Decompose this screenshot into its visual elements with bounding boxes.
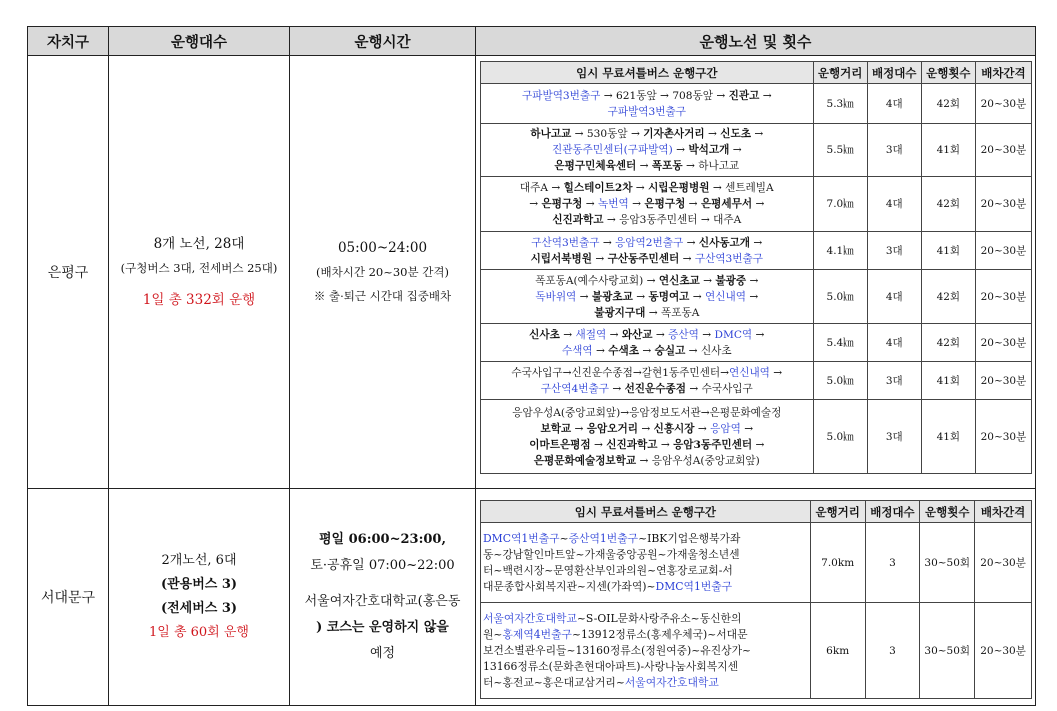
route-line [483, 158, 811, 174]
route-segment: → [603, 214, 620, 226]
route-segment: 신흥시장 [653, 422, 695, 435]
header-vehicles: 운행대수 [109, 27, 290, 56]
route-segment: → [752, 198, 765, 210]
route-trips: 42회 [921, 324, 975, 362]
route-segment: → [643, 274, 659, 287]
station-link-text: 증산역 [668, 328, 699, 341]
station-link-text: DMC역 [714, 328, 753, 341]
station-link-text: 녹번역 [598, 198, 629, 210]
station-link-text: 독바위역 [535, 290, 577, 303]
route-segment: → [745, 290, 759, 303]
route-segment: → [685, 382, 702, 395]
route-line [483, 531, 808, 547]
route-line [483, 579, 808, 595]
route-segment: → [699, 274, 716, 287]
inner-header-trips: 운행횟수 [921, 62, 975, 84]
route-segment: 응암3동주민센터 [673, 438, 753, 451]
route-line [483, 421, 811, 437]
route-segment: → [592, 344, 609, 357]
route-segment: 동~강남할인마트앞~가재울중앙공원~가재울청소년센 [483, 547, 740, 561]
route-trips: 41회 [921, 232, 975, 270]
route-segment: → [769, 366, 783, 379]
station-link-text: 새절역 [575, 328, 607, 341]
route-buses: 4대 [867, 177, 921, 232]
route-segment: → [709, 182, 726, 194]
eunpyeong-time-line1: 05:00~24:00 [337, 240, 428, 256]
header-region: 자치구 [28, 27, 109, 56]
seodaemun-summary [109, 489, 290, 706]
route-distance: 5.0㎞ [813, 270, 867, 324]
route-segment: → [750, 128, 764, 140]
route-buses: 3대 [867, 362, 921, 400]
inner-header-distance: 운행거리 [810, 501, 865, 523]
eunpyeong-time-line2: (배차시간 20~30분 간격) [316, 265, 449, 279]
route-segment: → [628, 198, 645, 210]
seodaemun-row [28, 489, 1036, 706]
route-segment: 불광지구대 [594, 306, 646, 319]
route-segment: 수색초 [608, 344, 639, 357]
route-segment: → [752, 438, 765, 451]
route-segment: 동명여고 [648, 290, 690, 303]
route-buses: 4대 [867, 84, 921, 124]
route-segment: → [627, 128, 644, 140]
route-segment: → [750, 236, 763, 249]
eunpyeong-summary [109, 56, 290, 489]
route-line [483, 547, 808, 563]
route-segment: 은평구민체육센터 [554, 160, 637, 172]
route-segment: → [645, 306, 662, 319]
route-segment: → [740, 422, 754, 435]
station-link-text: DMC역1번출구 [483, 531, 560, 545]
route-segment: → [608, 382, 625, 395]
route-line [483, 212, 811, 228]
station-link-text: 응암역 [710, 422, 741, 435]
route-segment: 은평구청 [541, 198, 583, 210]
seodaemun-summary-total: 1일 총 60회 운행 [148, 625, 249, 640]
route-segment: → [657, 438, 674, 451]
route-segment: ~S-OIL문화사랑주유소~동신한의 [576, 611, 742, 625]
route-distance: 5.4㎞ [813, 324, 867, 362]
route-path [481, 177, 814, 232]
route-segment: ~13912정류소(홍제우체국)~서대문 [571, 627, 748, 641]
route-segment: → [591, 252, 608, 265]
route-row [481, 400, 1032, 474]
route-interval: 20~30분 [975, 177, 1031, 232]
station-link-text: 서울여자간호대학교 [624, 675, 719, 689]
route-segment: 621동앞 [616, 89, 657, 102]
route-segment: 응암3동주민센터 [619, 214, 698, 226]
route-line [483, 453, 811, 469]
route-segment: → [559, 328, 576, 341]
route-segment: 기자촌사거리 [643, 128, 705, 140]
seodaemun-inner-header [481, 501, 1032, 523]
route-line [483, 289, 811, 305]
region-eunpyeong: 은평구 [28, 56, 109, 489]
route-segment: 힐스테이트2차 [563, 182, 633, 194]
route-row [481, 84, 1032, 124]
route-segment: → [590, 438, 607, 451]
eunpyeong-routes [476, 56, 1036, 489]
route-line [483, 437, 811, 453]
route-segment: 708동앞 [672, 89, 713, 102]
route-segment: 선진운수종점 [624, 382, 686, 395]
inner-header-interval: 배차간격 [975, 62, 1031, 84]
route-distance: 5.0㎞ [813, 362, 867, 400]
route-line [483, 563, 808, 579]
route-interval: 20~30분 [975, 400, 1031, 474]
seodaemun-time [290, 489, 476, 706]
route-segment: 터~홍전교~홍은대교삼거리~ [483, 675, 625, 689]
station-link-text: 수색역 [561, 344, 593, 357]
route-segment: 13166정류소(문화촌현대아파트)-사랑나눔사회복지센 [483, 659, 739, 673]
route-segment: → [752, 328, 765, 341]
route-distance: 5.5㎞ [813, 124, 867, 177]
route-segment: 숭실고 [654, 344, 686, 357]
station-link-text: 구파발역3번출구 [522, 89, 601, 102]
route-segment: 폭포동 [651, 160, 683, 172]
inner-header-buses: 배정대수 [865, 501, 920, 523]
route-segment: → [606, 328, 622, 341]
route-line [483, 343, 811, 359]
route-segment: → [689, 290, 706, 303]
route-line [483, 327, 811, 343]
station-link-text: 증산역1번출구 [568, 531, 639, 545]
route-buses: 4대 [867, 324, 921, 362]
inner-header-section: 임시 무료셔틀버스 운행구간 [481, 62, 814, 84]
route-segment: 하나고교 [698, 160, 740, 172]
route-segment: 신사동고개 [698, 236, 751, 249]
route-segment: 신진과학고 [606, 438, 658, 451]
seodaemun-route-table [480, 500, 1032, 699]
route-buses: 3대 [867, 232, 921, 270]
route-distance: 7.0km [810, 523, 865, 603]
route-segment: 하나고교 [530, 128, 572, 140]
route-segment: 연신초교 [658, 274, 700, 287]
route-segment: → [704, 128, 721, 140]
station-link-text: 연신내역 [728, 366, 770, 379]
route-segment: ~IBK기업은행북가좌 [638, 531, 741, 545]
route-interval: 20~30분 [975, 362, 1031, 400]
inner-header-section: 임시 무료셔틀버스 운행구간 [481, 501, 811, 523]
station-link-text: 홍제역4번출구 [502, 627, 572, 641]
route-segment: → [672, 144, 689, 156]
station-link-text: 진관동주민센터(구파발역) [551, 144, 673, 156]
route-segment: → [599, 236, 616, 249]
route-trips: 41회 [921, 400, 975, 474]
route-row [481, 177, 1032, 232]
route-segment: 은평문화예술정보학교 [533, 454, 637, 467]
route-segment: 대주A [519, 182, 549, 194]
route-path [481, 400, 814, 474]
route-segment: 폭포동A(예수사랑교회) [535, 274, 644, 287]
route-segment: → [636, 454, 652, 467]
route-segment: → [698, 328, 715, 341]
route-segment: → [571, 128, 587, 140]
station-link-text: 구산역3번출구 [531, 236, 600, 249]
route-line [483, 381, 811, 397]
route-interval: 20~30분 [975, 232, 1031, 270]
route-segment: 대문종합사회복지관~지센(가좌역)~ [483, 579, 656, 593]
route-segment: → [600, 89, 616, 102]
route-segment: → [656, 89, 673, 102]
header-routes: 운행노선 및 횟수 [476, 27, 1036, 56]
route-interval: 20~30분 [975, 124, 1031, 177]
route-line [483, 273, 811, 289]
station-link-text: DMC역1번출구 [655, 579, 733, 593]
route-interval: 20~30분 [975, 523, 1032, 603]
inner-header-distance: 운행거리 [813, 62, 867, 84]
route-line [483, 675, 808, 691]
route-segment: → [632, 182, 649, 194]
route-segment: 불광중 [715, 274, 747, 287]
route-segment: → [713, 89, 729, 102]
seodaemun-summary-line3: (전세버스 3) [160, 601, 238, 616]
route-segment: → [729, 144, 742, 156]
route-segment: 보건소별관우리들~13160정류소(정원여중)~유진상가~ [483, 643, 752, 657]
route-segment: → [694, 422, 711, 435]
route-line [483, 305, 811, 321]
route-interval: 20~30분 [975, 603, 1032, 699]
route-buses: 3 [865, 523, 920, 603]
route-segment: → [759, 89, 772, 102]
route-segment: 구산동주민센터 [607, 252, 680, 265]
seodaemun-time-weekend: 토·공휴일 07:00~22:00 [310, 558, 455, 573]
route-interval: 20~30분 [975, 324, 1031, 362]
route-path [481, 124, 814, 177]
route-trips: 42회 [921, 84, 975, 124]
route-trips: 42회 [921, 177, 975, 232]
route-segment: 진관고 [728, 89, 760, 102]
route-distance: 4.1㎞ [813, 232, 867, 270]
route-line [483, 611, 808, 627]
route-segment: 수국사입구→신진운수종점→갈현1동주민센터→ [511, 366, 729, 379]
route-segment: 불광초교 [591, 290, 633, 303]
route-interval: 20~30분 [975, 270, 1031, 324]
route-path [481, 603, 811, 699]
seodaemun-note-line1: 서울여자간호대학교(홍은동 [304, 594, 461, 609]
route-trips: 30~50회 [920, 603, 975, 699]
route-interval: 20~30분 [975, 84, 1031, 124]
eunpyeong-inner-header [481, 62, 1032, 84]
route-segment: → [636, 160, 652, 172]
route-path [481, 270, 814, 324]
route-line [483, 104, 811, 120]
eunpyeong-row [28, 56, 1036, 489]
route-segment: 신도초 [720, 128, 751, 140]
route-trips: 42회 [921, 270, 975, 324]
route-segment: → [529, 198, 542, 210]
route-buses: 3 [865, 603, 920, 699]
route-segment: → [697, 214, 714, 226]
station-link-text: 연신내역 [705, 290, 746, 303]
eunpyeong-summary-line2: (구청버스 3대, 전세버스 25대) [120, 261, 278, 275]
route-segment: 응암오거리 [586, 422, 638, 435]
shuttle-table [27, 26, 1036, 706]
route-line [483, 180, 811, 196]
route-line [483, 142, 811, 158]
inner-header-trips: 운행횟수 [920, 501, 975, 523]
route-segment: 보학교 [540, 422, 572, 435]
inner-header-interval: 배차간격 [975, 501, 1032, 523]
route-segment: 폭포동A [661, 306, 700, 319]
route-segment: 와산교 [621, 328, 653, 341]
seodaemun-time-weekday: 평일 06:00~23:00, [318, 532, 447, 547]
route-segment: ~ [559, 531, 569, 545]
route-segment: 시립서북병원 [530, 252, 592, 265]
route-buses: 4대 [867, 270, 921, 324]
route-segment: 터~백련시장~문영환산부인과의원~연홍장로교회-서 [483, 563, 733, 577]
route-segment: 박석고개 [688, 144, 730, 156]
route-segment: 시립은평병원 [648, 182, 710, 194]
route-segment: → [652, 328, 669, 341]
route-segment: → [637, 422, 654, 435]
route-segment: 응암우성A(중앙교회앞)→응암정보도서관→은평문화예술정 [512, 406, 782, 419]
header-row [28, 27, 1036, 56]
route-segment: → [746, 274, 759, 287]
route-path [481, 232, 814, 270]
station-link-text: 구산역3번출구 [694, 252, 764, 265]
route-segment: → [683, 236, 699, 249]
route-segment: → [638, 344, 655, 357]
station-link-text: 구산역4번출구 [540, 382, 609, 395]
route-segment: → [632, 290, 649, 303]
route-path [481, 324, 814, 362]
route-line [483, 659, 808, 675]
route-distance: 5.3㎞ [813, 84, 867, 124]
route-segment: → [682, 160, 699, 172]
route-path [481, 523, 811, 603]
route-segment: 신진과학고 [552, 214, 604, 226]
route-segment: 원~ [483, 627, 503, 641]
route-trips: 41회 [921, 124, 975, 177]
route-line [483, 126, 811, 142]
route-segment: 신사초 [700, 344, 732, 357]
route-line [483, 365, 811, 381]
route-segment: 신사초 [529, 328, 560, 341]
route-segment: 530동앞 [586, 128, 628, 140]
route-segment: 수국사입구 [701, 382, 753, 395]
route-segment: → [548, 182, 564, 194]
route-line [483, 251, 811, 267]
route-path [481, 362, 814, 400]
eunpyeong-time-line3: ※ 출·퇴근 시간대 집중배차 [313, 289, 452, 303]
seodaemun-routes [476, 489, 1036, 706]
route-row [481, 270, 1032, 324]
route-line [483, 643, 808, 659]
route-segment: 이마트은평점 [529, 438, 591, 451]
route-distance: 5.0㎞ [813, 400, 867, 474]
eunpyeong-time [290, 56, 476, 489]
seodaemun-summary-line1: 2개노선, 6대 [161, 553, 237, 568]
route-segment: 은평세무서 [700, 198, 753, 210]
route-line [483, 405, 811, 421]
eunpyeong-summary-total: 1일 총 332회 운행 [142, 292, 256, 308]
route-row [481, 232, 1032, 270]
route-row [481, 362, 1032, 400]
route-path [481, 84, 814, 124]
route-distance: 6km [810, 603, 865, 699]
route-row [481, 603, 1032, 699]
route-segment: 응암우성A(중앙교회앞) [651, 454, 760, 467]
route-line [483, 235, 811, 251]
route-segment: → [576, 290, 592, 303]
route-segment: 센트레빌A [725, 182, 774, 194]
route-buses: 3대 [867, 400, 921, 474]
eunpyeong-route-table [480, 61, 1032, 474]
route-segment: 대주A [713, 214, 742, 226]
station-link-text: 서울여자간호대학교 [483, 611, 577, 625]
route-segment: → [685, 344, 701, 357]
route-distance: 7.0㎞ [813, 177, 867, 232]
route-trips: 41회 [921, 362, 975, 400]
route-buses: 3대 [867, 124, 921, 177]
route-segment: 은평구청 [644, 198, 686, 210]
seodaemun-note-line2: ) 코스는 운영하지 않을 [316, 620, 449, 635]
route-line [483, 627, 808, 643]
route-segment: → [685, 198, 701, 210]
seodaemun-summary-line2: (관용버스 3) [160, 577, 238, 592]
header-hours: 운행시간 [290, 27, 476, 56]
route-segment: → [582, 198, 599, 210]
eunpyeong-summary-line1: 8개 노선, 28대 [153, 236, 245, 252]
route-trips: 30~50회 [920, 523, 975, 603]
route-line [483, 88, 811, 104]
route-segment: → [571, 422, 587, 435]
region-seodaemun: 서대문구 [28, 489, 109, 706]
route-segment: → [679, 252, 695, 265]
inner-header-buses: 배정대수 [867, 62, 921, 84]
route-row [481, 324, 1032, 362]
route-line [483, 196, 811, 212]
seodaemun-note-line3: 예정 [369, 646, 396, 661]
route-row [481, 523, 1032, 603]
route-row [481, 124, 1032, 177]
station-link-text: 응암역2번출구 [615, 236, 684, 249]
station-link-text: 구파발역3번출구 [607, 105, 686, 118]
